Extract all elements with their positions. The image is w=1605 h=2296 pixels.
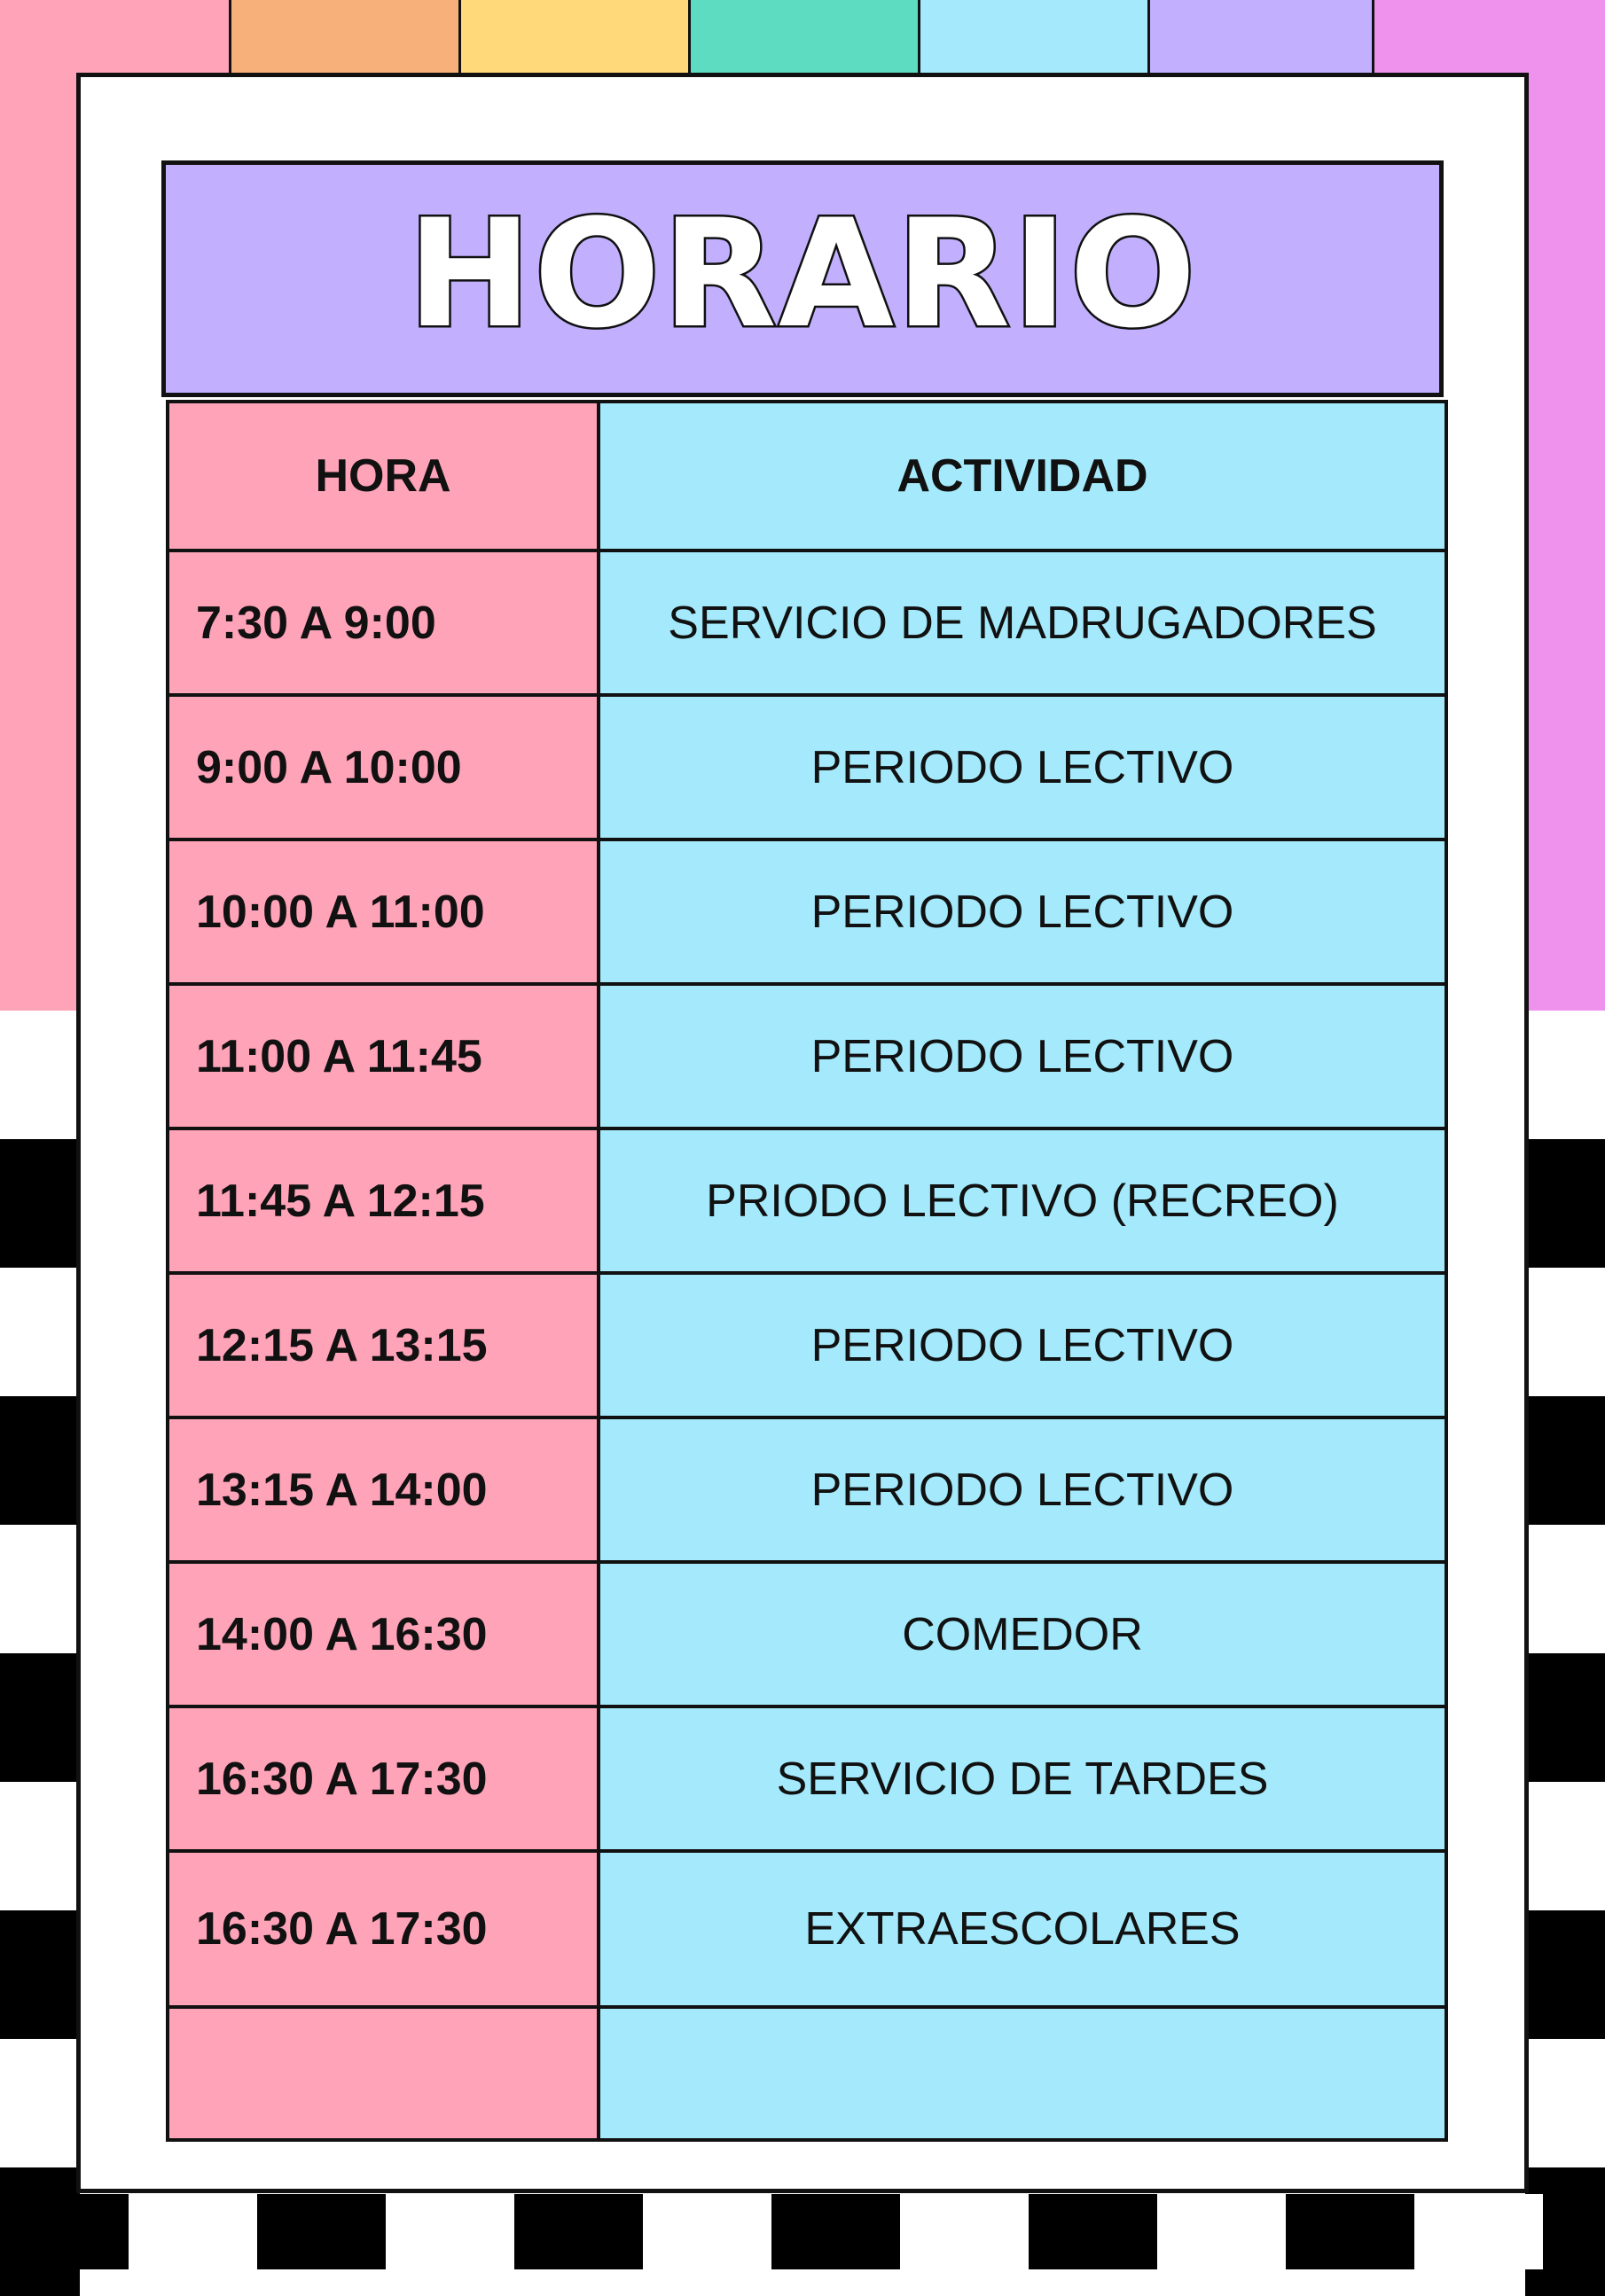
checker-pattern-left xyxy=(0,1011,80,2296)
page-title: HORARIO xyxy=(407,186,1198,361)
color-tab-green xyxy=(688,0,920,76)
cell-actividad: SERVICIO DE TARDES xyxy=(599,1706,1446,1851)
cell-actividad: PERIODO LECTIVO xyxy=(599,1417,1446,1562)
cell-hora: 11:45 A 12:15 xyxy=(168,1128,599,1273)
cell-actividad: PERIODO LECTIVO xyxy=(599,840,1446,984)
color-tab-purple xyxy=(1147,0,1374,76)
cell-hora: 13:15 A 14:00 xyxy=(168,1417,599,1562)
table-row xyxy=(168,840,1446,984)
header-hora: HORA xyxy=(168,402,599,551)
checker-pattern-right xyxy=(1525,1011,1605,2296)
cell-actividad: SERVICIO DE MADRUGADORES xyxy=(599,551,1446,695)
table-row xyxy=(168,1417,1446,1562)
title-banner xyxy=(161,160,1444,397)
cell-hora: 7:30 A 9:00 xyxy=(168,551,599,695)
cell-actividad xyxy=(599,2007,1446,2140)
table-row xyxy=(168,695,1446,840)
cell-hora: 11:00 A 11:45 xyxy=(168,984,599,1128)
cell-actividad: EXTRAESCOLARES xyxy=(599,1851,1446,2007)
cell-hora: 16:30 A 17:30 xyxy=(168,1851,599,2007)
cell-actividad: PERIODO LECTIVO xyxy=(599,984,1446,1128)
table-row-empty xyxy=(168,2007,1446,2140)
checker-pattern-bottom xyxy=(0,2194,1605,2269)
table-row xyxy=(168,551,1446,695)
color-tab-orange xyxy=(229,0,461,76)
cell-hora: 10:00 A 11:00 xyxy=(168,840,599,984)
schedule-table xyxy=(166,400,1448,2142)
cell-hora: 9:00 A 10:00 xyxy=(168,695,599,840)
cell-hora: 12:15 A 13:15 xyxy=(168,1273,599,1417)
cell-hora: 16:30 A 17:30 xyxy=(168,1706,599,1851)
table-row xyxy=(168,1851,1446,2007)
cell-actividad: PRIODO LECTIVO (RECREO) xyxy=(599,1128,1446,1273)
table-header-row xyxy=(168,402,1446,551)
table-row xyxy=(168,1273,1446,1417)
color-tab-yellow xyxy=(458,0,691,76)
header-actividad: ACTIVIDAD xyxy=(599,402,1446,551)
table-row xyxy=(168,984,1446,1128)
table-row xyxy=(168,1706,1446,1851)
table-row xyxy=(168,1128,1446,1273)
table-row xyxy=(168,1562,1446,1706)
cell-actividad: COMEDOR xyxy=(599,1562,1446,1706)
cell-actividad: PERIODO LECTIVO xyxy=(599,695,1446,840)
color-tab-blue xyxy=(918,0,1150,76)
cell-actividad: PERIODO LECTIVO xyxy=(599,1273,1446,1417)
cell-hora xyxy=(168,2007,599,2140)
cell-hora: 14:00 A 16:30 xyxy=(168,1562,599,1706)
